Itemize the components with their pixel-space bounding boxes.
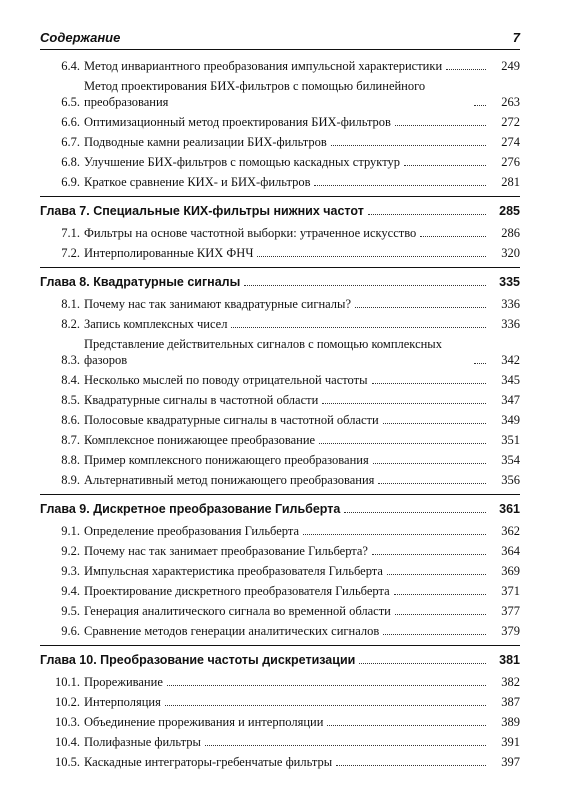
- dot-leader: [165, 705, 486, 706]
- entry-title: Метод инвариантного преобразования импульсной характеристики: [84, 59, 443, 73]
- entry-page-number: 285: [499, 204, 520, 218]
- dot-leader: [395, 125, 486, 126]
- toc-entry: [40, 603, 520, 619]
- entry-title: Краткое сравнение КИХ- и БИХ-фильтров: [84, 175, 311, 189]
- chapter-title-wrap: [40, 274, 490, 290]
- dot-leader: [355, 307, 486, 308]
- entry-page-number: 336: [501, 317, 520, 331]
- entry-title-wrap: [84, 336, 490, 368]
- header-page-number: 7: [512, 30, 520, 45]
- dot-leader: [394, 594, 486, 595]
- entry-title-wrap: [84, 432, 490, 448]
- entry-page-number: 335: [499, 275, 520, 289]
- entry-title-wrap: [84, 134, 490, 150]
- entry-number: 10.4.: [55, 735, 80, 749]
- entry-title: Определение преобразования Гильберта: [84, 524, 300, 538]
- entry-number: 9.4.: [61, 584, 80, 598]
- entry-number: 8.2.: [61, 317, 80, 331]
- entry-title: Оптимизационный метод проектирования БИХ-фильтров: [84, 115, 391, 129]
- entry-title-wrap: [84, 623, 490, 639]
- toc-entry: [40, 452, 520, 468]
- entry-page-number: 381: [499, 653, 520, 667]
- dot-leader: [257, 256, 486, 257]
- entry-page-number: 356: [501, 473, 520, 487]
- dot-leader: [404, 165, 486, 166]
- entry-title: Альтернативный метод понижающего преобразования: [84, 473, 375, 487]
- entry-title: Почему нас так занимает преобразование Гильберта?: [84, 544, 368, 558]
- entry-title-wrap: [84, 563, 490, 579]
- chapter-entry: [40, 274, 520, 290]
- entry-title-wrap: [84, 78, 490, 110]
- entry-page-number: 377: [501, 604, 520, 618]
- entry-title: Фильтры на основе частотной выборки: утраченное искусство: [84, 226, 417, 240]
- entry-title-wrap: [84, 412, 490, 428]
- dot-leader: [383, 423, 486, 424]
- toc-section: [40, 267, 520, 488]
- dot-leader: [395, 614, 486, 615]
- entry-title-wrap: [84, 392, 490, 408]
- toc-entry: [40, 296, 520, 312]
- entry-title-wrap: [84, 603, 490, 619]
- entry-title: Представление действительных сигналов с помощью комплексных фазоров: [84, 337, 442, 367]
- chapter-title: Глава 7. Специальные КИХ-фильтры нижних частот: [40, 204, 364, 218]
- entry-number: 6.4.: [61, 59, 80, 73]
- entry-page-number: 286: [501, 226, 520, 240]
- table-of-contents: [40, 58, 520, 770]
- entry-number: 8.6.: [61, 413, 80, 427]
- entry-title: Комплексное понижающее преобразование: [84, 433, 316, 447]
- toc-entry: [40, 245, 520, 261]
- entry-title-wrap: [84, 734, 490, 750]
- toc-entry: [40, 154, 520, 170]
- dot-leader: [327, 725, 486, 726]
- dot-leader: [387, 574, 486, 575]
- entry-page-number: 347: [501, 393, 520, 407]
- entry-title: Пример комплексного понижающего преобразования: [84, 453, 369, 467]
- dot-leader: [368, 214, 486, 215]
- entry-page-number: 263: [501, 95, 520, 109]
- toc-entry: [40, 543, 520, 559]
- dot-leader: [474, 105, 486, 106]
- entry-page-number: 369: [501, 564, 520, 578]
- entry-number: 7.1.: [61, 226, 80, 240]
- entry-title-wrap: [84, 583, 490, 599]
- toc-section: [40, 58, 520, 190]
- chapter-title-wrap: [40, 501, 490, 517]
- toc-entry: [40, 734, 520, 750]
- entry-title-wrap: [84, 372, 490, 388]
- chapter-title-wrap: [40, 203, 490, 219]
- entry-title-wrap: [84, 114, 490, 130]
- toc-entry: [40, 674, 520, 690]
- toc-entry: [40, 694, 520, 710]
- toc-entry: [40, 372, 520, 388]
- dot-leader: [372, 554, 486, 555]
- entry-title: Объединение прореживания и интерполяции: [84, 715, 324, 729]
- entry-title: Импульсная характеристика преобразователя Гильберта: [84, 564, 383, 578]
- dot-leader: [244, 285, 486, 286]
- entry-title-wrap: [84, 754, 490, 770]
- toc-entry: [40, 583, 520, 599]
- toc-entry: [40, 114, 520, 130]
- entry-title-wrap: [84, 154, 490, 170]
- dot-leader: [314, 185, 486, 186]
- dot-leader: [167, 685, 486, 686]
- entry-title-wrap: [84, 452, 490, 468]
- toc-entry: [40, 134, 520, 150]
- toc-entry: [40, 432, 520, 448]
- entry-number: 9.3.: [61, 564, 80, 578]
- header-title: Содержание: [40, 30, 121, 45]
- entry-title-wrap: [84, 174, 490, 190]
- dot-leader: [331, 145, 486, 146]
- entry-number: 9.2.: [61, 544, 80, 558]
- entry-page-number: 342: [501, 353, 520, 367]
- entry-title: Почему нас так занимают квадратурные сигналы?: [84, 297, 351, 311]
- entry-number: 6.8.: [61, 155, 80, 169]
- toc-entry: [40, 58, 520, 74]
- entry-title: Прореживание: [84, 675, 163, 689]
- toc-entry: [40, 392, 520, 408]
- chapter-entry: [40, 501, 520, 517]
- toc-page: [40, 30, 520, 774]
- toc-section: [40, 494, 520, 639]
- chapter-title: Глава 8. Квадратурные сигналы: [40, 275, 241, 289]
- entry-page-number: 371: [501, 584, 520, 598]
- entry-page-number: 379: [501, 624, 520, 638]
- dot-leader: [205, 745, 486, 746]
- entry-title: Полосовые квадратурные сигналы в частотной области: [84, 413, 379, 427]
- entry-page-number: 389: [501, 715, 520, 729]
- entry-title: Проектирование дискретного преобразователя Гильберта: [84, 584, 390, 598]
- entry-title: Полифазные фильтры: [84, 735, 201, 749]
- entry-title-wrap: [84, 225, 490, 241]
- entry-number: 10.5.: [55, 755, 80, 769]
- entry-page-number: 382: [501, 675, 520, 689]
- dot-leader: [231, 327, 486, 328]
- entry-title-wrap: [84, 694, 490, 710]
- entry-title: Несколько мыслей по поводу отрицательной частоты: [84, 373, 368, 387]
- entry-title-wrap: [84, 316, 490, 332]
- dot-leader: [322, 403, 486, 404]
- entry-page-number: 274: [501, 135, 520, 149]
- dot-leader: [420, 236, 486, 237]
- entry-page-number: 361: [499, 502, 520, 516]
- entry-title: Каскадные интеграторы-гребенчатые фильтры: [84, 755, 333, 769]
- entry-number: 8.4.: [61, 373, 80, 387]
- dot-leader: [359, 663, 486, 664]
- running-header: [40, 30, 520, 50]
- dot-leader: [446, 69, 486, 70]
- toc-entry: [40, 225, 520, 241]
- entry-number: 9.6.: [61, 624, 80, 638]
- entry-title-wrap: [84, 523, 490, 539]
- entry-number: 9.5.: [61, 604, 80, 618]
- toc-entry: [40, 472, 520, 488]
- entry-page-number: 364: [501, 544, 520, 558]
- toc-section: [40, 645, 520, 770]
- dot-leader: [319, 443, 486, 444]
- chapter-entry: [40, 203, 520, 219]
- dot-leader: [303, 534, 486, 535]
- entry-number: 6.6.: [61, 115, 80, 129]
- entry-title: Запись комплексных чисел: [84, 317, 228, 331]
- entry-number: 7.2.: [61, 246, 80, 260]
- dot-leader: [373, 463, 486, 464]
- entry-page-number: 345: [501, 373, 520, 387]
- entry-page-number: 397: [501, 755, 520, 769]
- chapter-title: Глава 9. Дискретное преобразование Гильберта: [40, 502, 341, 516]
- toc-entry: [40, 563, 520, 579]
- entry-page-number: 336: [501, 297, 520, 311]
- entry-number: 8.5.: [61, 393, 80, 407]
- entry-page-number: 354: [501, 453, 520, 467]
- entry-number: 8.8.: [61, 453, 80, 467]
- entry-number: 6.7.: [61, 135, 80, 149]
- entry-page-number: 272: [501, 115, 520, 129]
- dot-leader: [383, 634, 486, 635]
- entry-title-wrap: [84, 296, 490, 312]
- chapter-title-wrap: [40, 652, 490, 668]
- entry-title: Интерполяция: [84, 695, 161, 709]
- toc-entry: [40, 78, 520, 110]
- entry-number: 6.9.: [61, 175, 80, 189]
- chapter-entry: [40, 652, 520, 668]
- toc-entry: [40, 316, 520, 332]
- entry-number: 6.5.: [61, 95, 80, 109]
- entry-number: 10.3.: [55, 715, 80, 729]
- entry-title: Интерполированные КИХ ФНЧ: [84, 246, 254, 260]
- toc-entry: [40, 714, 520, 730]
- entry-page-number: 249: [501, 59, 520, 73]
- entry-page-number: 351: [501, 433, 520, 447]
- dot-leader: [474, 363, 486, 364]
- chapter-title: Глава 10. Преобразование частоты дискретизации: [40, 653, 356, 667]
- toc-entry: [40, 754, 520, 770]
- toc-entry: [40, 174, 520, 190]
- entry-page-number: 391: [501, 735, 520, 749]
- toc-entry: [40, 623, 520, 639]
- dot-leader: [344, 512, 486, 513]
- toc-entry: [40, 523, 520, 539]
- entry-number: 9.1.: [61, 524, 80, 538]
- entry-page-number: 387: [501, 695, 520, 709]
- entry-title-wrap: [84, 543, 490, 559]
- entry-title-wrap: [84, 245, 490, 261]
- entry-title-wrap: [84, 472, 490, 488]
- entry-title: Генерация аналитического сигнала во временной области: [84, 604, 391, 618]
- entry-title: Сравнение методов генерации аналитических сигналов: [84, 624, 380, 638]
- toc-entry: [40, 336, 520, 368]
- entry-page-number: 349: [501, 413, 520, 427]
- entry-title-wrap: [84, 674, 490, 690]
- entry-page-number: 276: [501, 155, 520, 169]
- entry-title-wrap: [84, 714, 490, 730]
- dot-leader: [336, 765, 486, 766]
- entry-number: 10.1.: [55, 675, 80, 689]
- entry-number: 10.2.: [55, 695, 80, 709]
- dot-leader: [378, 483, 486, 484]
- entry-title-wrap: [84, 58, 490, 74]
- entry-number: 8.9.: [61, 473, 80, 487]
- entry-title: Улучшение БИХ-фильтров с помощью каскадных структур: [84, 155, 400, 169]
- entry-page-number: 281: [501, 175, 520, 189]
- entry-page-number: 320: [501, 246, 520, 260]
- toc-entry: [40, 412, 520, 428]
- toc-section: [40, 196, 520, 261]
- entry-title: Метод проектирования БИХ-фильтров с помощью билинейного преобразования: [84, 79, 426, 109]
- entry-title: Подводные камни реализации БИХ-фильтров: [84, 135, 327, 149]
- dot-leader: [372, 383, 487, 384]
- entry-number: 8.1.: [61, 297, 80, 311]
- entry-number: 8.3.: [61, 353, 80, 367]
- entry-number: 8.7.: [61, 433, 80, 447]
- entry-page-number: 362: [501, 524, 520, 538]
- entry-title: Квадратурные сигналы в частотной области: [84, 393, 319, 407]
